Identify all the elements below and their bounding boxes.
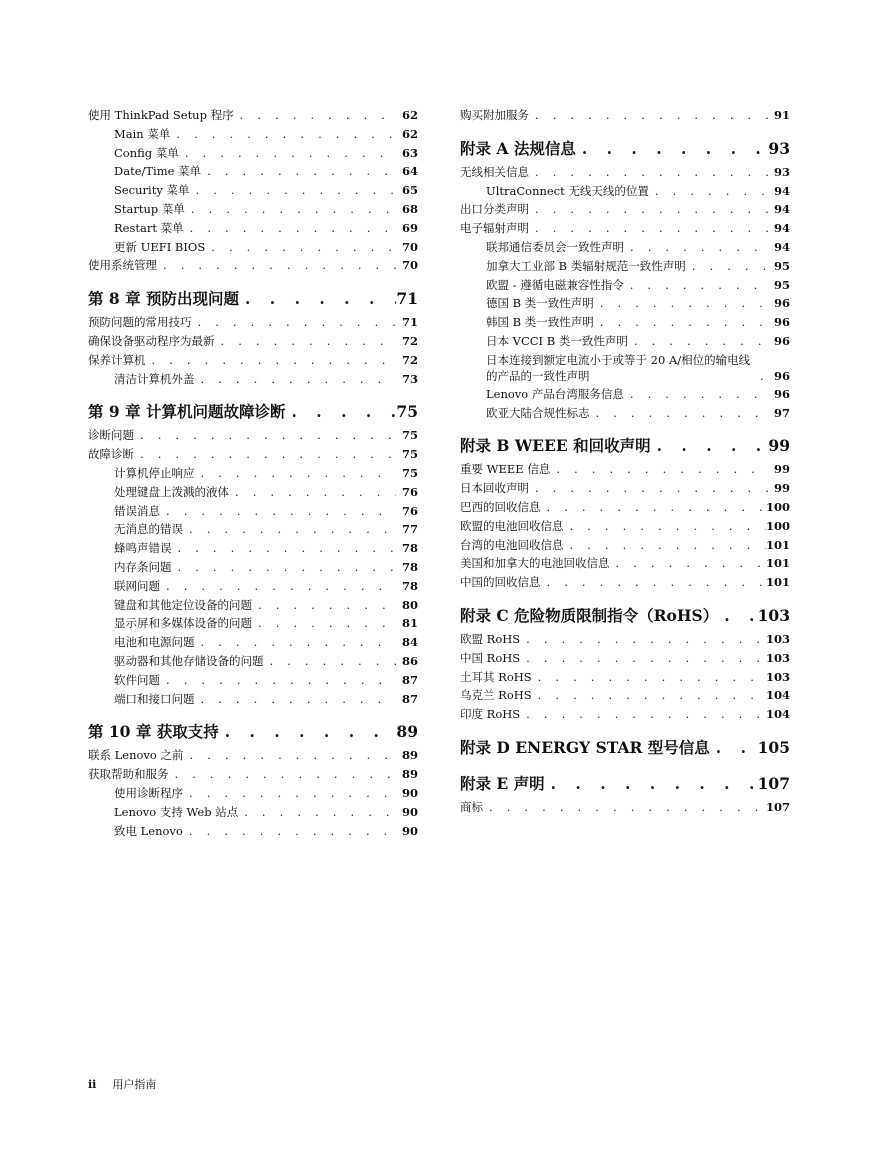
toc-leader-dots (532, 668, 766, 687)
toc-entry[interactable] (460, 385, 790, 404)
toc-entry[interactable] (460, 630, 790, 649)
toc-entry-title: 第 8 章 预防出现问题 (88, 289, 239, 309)
toc-entry-title: 诊断问题 (88, 428, 134, 443)
toc-leader-dots (179, 144, 396, 163)
toc-entry[interactable] (460, 517, 790, 536)
footer-page-number: ii (88, 1078, 97, 1091)
toc-chapter-entry[interactable] (460, 137, 790, 161)
toc-page-number: 90 (401, 785, 418, 800)
toc-chapter-entry[interactable] (460, 604, 790, 628)
toc-page-number: 95 (773, 277, 790, 292)
toc-entry[interactable] (88, 539, 418, 558)
toc-page-number: 71 (396, 289, 418, 309)
toc-entry-title: 故障诊断 (88, 447, 134, 462)
toc-entry-title: 致电 Lenovo (114, 823, 183, 838)
toc-entry-title: 显示屏和多媒体设备的问题 (114, 616, 252, 631)
toc-leader-dots (160, 502, 396, 521)
toc-leader-dots (541, 573, 766, 592)
toc-leader-dots (628, 332, 768, 351)
toc-entry-title: UltraConnect 无线天线的位置 (486, 183, 649, 198)
toc-entry[interactable] (460, 460, 790, 479)
toc-entry-title: Date/Time 菜单 (114, 164, 202, 179)
toc-entry-title: 驱动器和其他存储设备的问题 (114, 653, 264, 668)
toc-entry-title: Main 菜单 (114, 126, 171, 141)
toc-page-number: 87 (401, 691, 418, 706)
toc-page-number: 96 (773, 369, 790, 384)
toc-entry[interactable] (88, 125, 418, 144)
toc-leader-dots (529, 106, 768, 125)
toc-page-number: 93 (768, 138, 790, 158)
toc-entry[interactable] (88, 106, 418, 125)
toc-page-number: 105 (757, 737, 790, 757)
toc-page-number: 107 (765, 799, 790, 814)
toc-entry-title: 日本连接到额定电流小于或等于 20 A/相位的输电线的产品的一致性声明 (486, 352, 751, 384)
toc-leader-dots (234, 106, 396, 125)
toc-entry[interactable] (88, 370, 418, 389)
toc-page-number: 90 (401, 804, 418, 819)
toc-entry[interactable] (88, 313, 418, 332)
toc-page-number: 76 (401, 484, 418, 499)
toc-leader-dots (183, 784, 396, 803)
toc-entry[interactable] (460, 313, 790, 332)
toc-leader-dots (169, 765, 397, 784)
toc-leader-dots (219, 720, 396, 744)
toc-entry[interactable] (88, 614, 418, 633)
toc-entry-title: 中国 RoHS (460, 650, 521, 665)
toc-leader-dots (590, 404, 769, 423)
toc-page-number: 80 (401, 597, 418, 612)
toc-page-number: 104 (765, 688, 790, 703)
toc-entry[interactable] (88, 238, 418, 257)
toc-entry[interactable] (460, 705, 790, 724)
toc-entry-title: 软件问题 (114, 672, 160, 687)
toc-page-number: 86 (401, 653, 418, 668)
toc-leader-dots (170, 125, 396, 144)
toc-entry-title: 保养计算机 (88, 352, 146, 367)
toc-entry[interactable] (460, 106, 790, 125)
toc-entry[interactable] (460, 219, 790, 238)
toc-page-number: 78 (401, 559, 418, 574)
toc-page-number: 87 (401, 672, 418, 687)
toc-entry-title: 联系 Lenovo 之前 (88, 748, 184, 763)
toc-leader-dots (529, 219, 768, 238)
toc-page-number: 68 (401, 201, 418, 216)
toc-entry-title: 使用 ThinkPad Setup 程序 (88, 108, 234, 122)
toc-entry-title: 中国的回收信息 (460, 575, 541, 590)
toc-entry[interactable] (88, 803, 418, 822)
toc-page-number: 62 (401, 108, 418, 122)
toc-entry-title: 附录 C 危险物质限制指令（RoHS） (460, 605, 719, 625)
toc-entry-title: 韩国 B 类一致性声明 (486, 315, 594, 330)
toc-entry[interactable] (460, 351, 790, 385)
toc-page-number: 64 (401, 164, 418, 179)
toc-leader-dots (532, 686, 766, 705)
toc-entry-title: 日本 VCCI B 类一致性声明 (486, 333, 628, 348)
toc-chapter-entry[interactable] (88, 287, 418, 311)
toc-page-number: 78 (401, 578, 418, 593)
toc-entry-title: 欧盟 - 遵循电磁兼容性指令 (486, 277, 624, 292)
toc-page-number: 101 (765, 575, 790, 590)
toc-page-number: 94 (773, 183, 790, 198)
toc-leader-dots (134, 426, 396, 445)
toc-leader-dots (710, 736, 758, 760)
toc-page-number: 71 (401, 315, 418, 330)
toc-entry-title: 欧亚大陆合规性标志 (486, 405, 590, 420)
toc-entry[interactable] (460, 498, 790, 517)
toc-page-number: 70 (401, 258, 418, 273)
toc-page-number: 96 (773, 333, 790, 348)
toc-entry-title: 第 9 章 计算机问题故障诊断 (88, 402, 286, 422)
toc-leader-dots (183, 822, 396, 841)
toc-entry-title: 联网问题 (114, 578, 160, 593)
toc-entry-title: 联邦通信委员会一致性声明 (486, 239, 624, 254)
toc-leader-dots (172, 539, 397, 558)
toc-leader-dots (483, 798, 766, 817)
toc-entry[interactable] (460, 668, 790, 687)
toc-entry-title: 电池和电源问题 (114, 635, 195, 650)
toc-entry[interactable] (460, 200, 790, 219)
toc-page-number: 94 (773, 221, 790, 236)
toc-page-number: 72 (401, 352, 418, 367)
toc-leader-dots (184, 219, 396, 238)
toc-entry-title: 美国和加拿大的电池回收信息 (460, 556, 610, 571)
toc-entry-title: Restart 菜单 (114, 220, 184, 235)
toc-entry[interactable] (88, 483, 418, 502)
toc-entry[interactable] (460, 649, 790, 668)
toc-leader-dots (229, 483, 396, 502)
toc-leader-dots (205, 238, 396, 257)
toc-page-number: 76 (401, 503, 418, 518)
toc-entry[interactable] (88, 200, 418, 219)
toc-page-number: 100 (765, 499, 790, 514)
toc-chapter-entry[interactable] (460, 772, 790, 796)
page-footer (88, 1076, 156, 1092)
toc-right-column (460, 106, 790, 817)
toc-leader-dots (624, 238, 768, 257)
toc-entry-title: 预防问题的常用技巧 (88, 315, 192, 330)
toc-leader-dots (529, 479, 768, 498)
toc-entry[interactable] (88, 426, 418, 445)
toc-entry-title: 欧盟 RoHS (460, 631, 521, 646)
toc-leader-dots (172, 558, 397, 577)
toc-page-number: 75 (401, 447, 418, 462)
toc-leader-dots (541, 498, 766, 517)
toc-entry[interactable] (460, 573, 790, 592)
toc-page-number: 96 (773, 386, 790, 401)
toc-entry[interactable] (88, 219, 418, 238)
toc-entry[interactable] (88, 464, 418, 483)
toc-leader-dots (520, 630, 766, 649)
toc-entry-title: Startup 菜单 (114, 201, 185, 216)
toc-entry-title: 处理键盘上泼溅的液体 (114, 484, 229, 499)
toc-entry-title: Lenovo 支持 Web 站点 (114, 804, 239, 819)
toc-page-number: 91 (773, 108, 790, 122)
toc-page-number: 89 (401, 748, 418, 763)
toc-entry-title: 端口和接口问题 (114, 691, 195, 706)
toc-leader-dots (529, 200, 768, 219)
toc-leader-dots (520, 649, 766, 668)
toc-page-number: 103 (757, 605, 790, 625)
toc-entry-title: 内存条问题 (114, 559, 172, 574)
toc-entry-title: 印度 RoHS (460, 707, 521, 722)
toc-entry[interactable] (460, 798, 790, 817)
toc-entry-title: 错误消息 (114, 503, 160, 518)
toc-entry-title: 德国 B 类一致性声明 (486, 296, 594, 311)
toc-leader-dots (624, 276, 768, 295)
toc-leader-dots (215, 332, 397, 351)
toc-leader-dots (264, 652, 397, 671)
toc-page-number: 103 (765, 631, 790, 646)
toc-page-number: 101 (765, 537, 790, 552)
toc-page-number: 96 (773, 296, 790, 311)
toc-page-number: 104 (765, 707, 790, 722)
toc-entry-title: 清洁计算机外盖 (114, 371, 195, 386)
toc-entry[interactable] (88, 596, 418, 615)
toc-entry-title: 无线相关信息 (460, 164, 529, 179)
toc-entry-title: 日本回收声明 (460, 481, 529, 496)
toc-entry-title: 键盘和其他定位设备的问题 (114, 597, 252, 612)
toc-page-number: 70 (401, 239, 418, 254)
toc-entry[interactable] (460, 238, 790, 257)
toc-entry-title: 台湾的电池回收信息 (460, 537, 564, 552)
toc-entry-title: 无消息的错误 (114, 522, 183, 537)
toc-leader-dots (192, 313, 397, 332)
toc-entry-title: 欧盟的电池回收信息 (460, 518, 564, 533)
toc-entry-title: 附录 D ENERGY STAR 型号信息 (460, 737, 710, 757)
toc-page-number: 84 (401, 635, 418, 650)
toc-leader-dots (594, 294, 768, 313)
toc-entry-title: 出口分类声明 (460, 202, 529, 217)
toc-entry[interactable] (88, 445, 418, 464)
toc-leader-dots (686, 257, 768, 276)
toc-leader-dots (195, 690, 397, 709)
toc-entry[interactable] (88, 351, 418, 370)
toc-entry-title: Security 菜单 (114, 183, 190, 198)
toc-leader-dots (520, 705, 766, 724)
toc-entry-title: 乌克兰 RoHS (460, 688, 532, 703)
toc-leader-dots (649, 182, 768, 201)
toc-entry[interactable] (88, 332, 418, 351)
toc-page-number: 99 (768, 436, 790, 456)
toc-page-number: 73 (401, 371, 418, 386)
toc-entry[interactable] (460, 404, 790, 423)
toc-page-number: 101 (765, 556, 790, 571)
toc-entry[interactable] (460, 686, 790, 705)
toc-page-number: 96 (773, 315, 790, 330)
toc-leader-dots (189, 181, 396, 200)
toc-entry[interactable] (460, 294, 790, 313)
toc-entry[interactable] (88, 765, 418, 784)
toc-page-number: 99 (773, 481, 790, 496)
toc-entry-title: 商标 (460, 799, 483, 814)
toc-entry[interactable] (88, 671, 418, 690)
toc-page-number: 75 (401, 428, 418, 443)
toc-entry[interactable] (88, 577, 418, 596)
toc-page-number: 93 (773, 164, 790, 179)
toc-page-number: 100 (765, 518, 790, 533)
toc-entry[interactable] (88, 633, 418, 652)
toc-page-number: 81 (401, 616, 418, 631)
toc-leader-dots (545, 772, 758, 796)
toc-page-number: 94 (773, 202, 790, 217)
toc-leader-dots (594, 313, 768, 332)
toc-leader-dots (134, 445, 396, 464)
toc-entry-title: 计算机停止响应 (114, 465, 195, 480)
toc-leader-dots (252, 614, 396, 633)
toc-page-number: 95 (773, 258, 790, 273)
toc-page-number: 72 (401, 333, 418, 348)
toc-page-number: 78 (401, 541, 418, 556)
toc-page-number: 69 (401, 220, 418, 235)
toc-page-number: 103 (765, 669, 790, 684)
toc-chapter-entry[interactable] (460, 736, 790, 760)
toc-leader-dots (651, 434, 768, 458)
toc-page-number: 77 (401, 522, 418, 537)
toc-page-number: 62 (401, 126, 418, 141)
toc-entry-title: 确保设备驱动程序为最新 (88, 333, 215, 348)
toc-leader-dots (564, 536, 766, 555)
toc-entry[interactable] (460, 536, 790, 555)
toc-leader-dots (195, 464, 397, 483)
toc-entry[interactable] (460, 332, 790, 351)
toc-entry[interactable] (88, 502, 418, 521)
toc-entry-title: 购买附加服务 (460, 108, 529, 122)
toc-entry-title: 附录 B WEEE 和回收声明 (460, 436, 651, 456)
toc-entry[interactable] (88, 652, 418, 671)
toc-leader-dots (160, 577, 396, 596)
toc-chapter-entry[interactable] (88, 400, 418, 424)
toc-page-number: 89 (396, 722, 418, 742)
toc-entry-title: Config 菜单 (114, 145, 179, 160)
toc-page-number: 75 (401, 465, 418, 480)
toc-page-number: 97 (773, 405, 790, 420)
toc-leader-dots (160, 671, 396, 690)
toc-entry-title: 电子辐射声明 (460, 221, 529, 236)
footer-book-title: 用户指南 (112, 1078, 157, 1091)
toc-entry-title: 附录 E 声明 (460, 773, 545, 793)
toc-leader-dots (564, 517, 766, 536)
toc-page-number: 75 (396, 402, 418, 422)
toc-entry[interactable] (88, 746, 418, 765)
toc-leader-dots (195, 633, 397, 652)
toc-leader-dots (252, 596, 396, 615)
toc-entry[interactable] (88, 784, 418, 803)
toc-leader-dots (201, 162, 396, 181)
toc-page-number: 90 (401, 823, 418, 838)
toc-leader-dots (550, 460, 768, 479)
toc-entry-title: 重要 WEEE 信息 (460, 462, 551, 477)
toc-chapter-entry[interactable] (460, 434, 790, 458)
toc-left-column (88, 106, 418, 840)
toc-entry-title: 第 10 章 获取支持 (88, 722, 219, 742)
toc-page-number: 89 (401, 767, 418, 782)
toc-entry-title: 使用诊断程序 (114, 785, 183, 800)
toc-entry[interactable] (460, 479, 790, 498)
toc-entry[interactable] (460, 182, 790, 201)
toc-entry-title: 加拿大工业部 B 类辐射规范一致性声明 (486, 258, 686, 273)
toc-entry[interactable] (460, 554, 790, 573)
toc-leader-dots (576, 137, 768, 161)
toc-leader-dots (239, 287, 396, 311)
toc-entry-title: Lenovo 产品台湾服务信息 (486, 386, 624, 401)
toc-page-number: 103 (765, 650, 790, 665)
toc-leader-dots (183, 520, 396, 539)
toc-page-number: 94 (773, 239, 790, 254)
toc-leader-dots (146, 351, 397, 370)
toc-entry[interactable] (88, 520, 418, 539)
toc-entry-title: 蜂鸣声错误 (114, 541, 172, 556)
toc-leader-dots (185, 200, 396, 219)
toc-entry[interactable] (88, 256, 418, 275)
toc-leader-dots (529, 163, 768, 182)
toc-entry[interactable] (460, 276, 790, 295)
toc-entry[interactable] (88, 558, 418, 577)
toc-leader-dots (624, 385, 768, 404)
toc-entry[interactable] (88, 162, 418, 181)
toc-entry[interactable] (88, 822, 418, 841)
toc-entry[interactable] (460, 257, 790, 276)
toc-entry-title: 更新 UEFI BIOS (114, 239, 206, 254)
toc-leader-dots (610, 554, 766, 573)
toc-page-number: 63 (401, 145, 418, 160)
toc-chapter-entry[interactable] (88, 720, 418, 744)
toc-leader-dots (285, 400, 396, 424)
toc-entry-title: 土耳其 RoHS (460, 669, 532, 684)
toc-page-number: 65 (401, 183, 418, 198)
toc-leader-dots (157, 256, 396, 275)
toc-entry-title: 附录 A 法规信息 (460, 138, 576, 158)
toc-entry[interactable] (460, 163, 790, 182)
toc-entry[interactable] (88, 144, 418, 163)
toc-entry-title: 获取帮助和服务 (88, 767, 169, 782)
toc-entry-title: 使用系统管理 (88, 258, 157, 273)
toc-leader-dots (195, 370, 397, 389)
toc-entry[interactable] (88, 181, 418, 200)
toc-leader-dots (754, 368, 768, 385)
toc-entry-title: 巴西的回收信息 (460, 499, 541, 514)
toc-entry[interactable] (88, 690, 418, 709)
toc-page-number: 99 (773, 462, 790, 477)
toc-leader-dots (238, 803, 396, 822)
toc-leader-dots (718, 604, 757, 628)
toc-page-number: 107 (757, 773, 790, 793)
toc-leader-dots (184, 746, 396, 765)
